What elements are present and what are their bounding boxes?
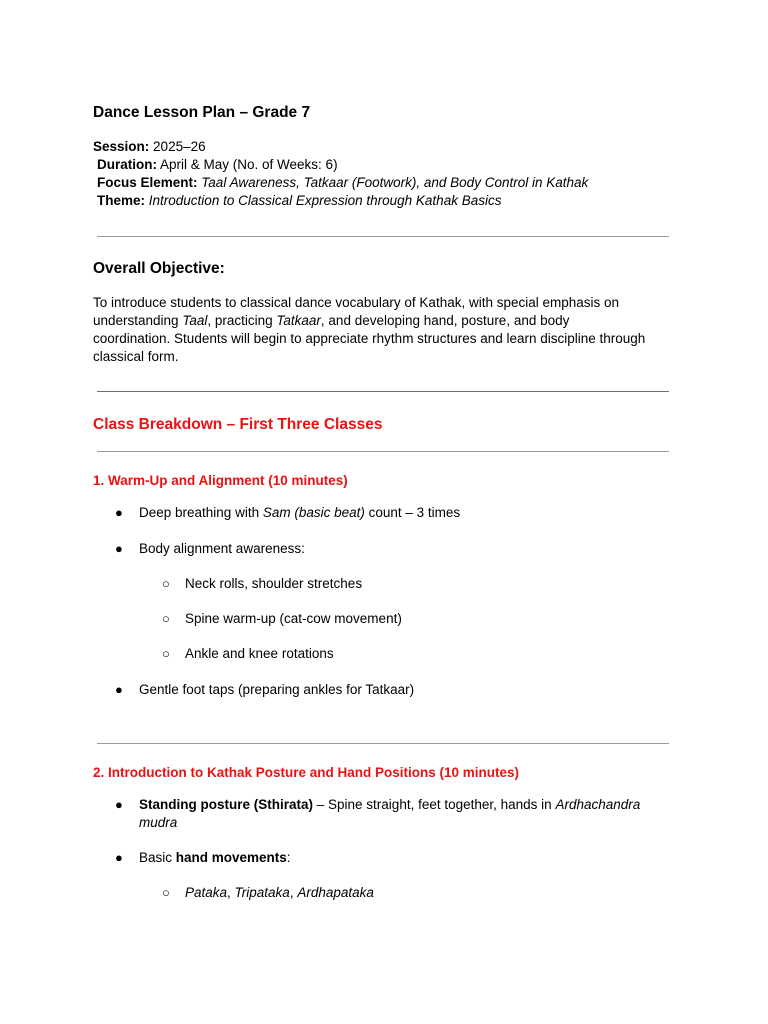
- sub-list-item: [185, 884, 374, 902]
- list-item: [139, 504, 460, 522]
- duration-label: Duration:: [97, 157, 157, 172]
- ardhapataka-term: Ardhapataka: [297, 885, 374, 900]
- list-item: Body alignment awareness:: [139, 541, 305, 556]
- section2-heading: 2. Introduction to Kathak Posture and Hand Positions (10 minutes): [93, 765, 520, 780]
- divider: [97, 451, 669, 452]
- session-line: [93, 138, 206, 156]
- bullet-icon: ●: [115, 541, 123, 556]
- sam-term: Sam (basic beat): [262, 505, 365, 520]
- breakdown-heading: Class Breakdown – First Three Classes: [93, 416, 383, 433]
- focus-line: [97, 174, 588, 192]
- duration-value: April & May (No. of Weeks: 6): [160, 157, 338, 172]
- session-value: 2025–26: [153, 139, 206, 154]
- sub-bullet-icon: ○: [162, 611, 170, 626]
- bullet-icon: ●: [115, 505, 123, 520]
- list-item: [139, 849, 291, 867]
- objective-line-4: classical form.: [93, 349, 179, 364]
- sthirata-term: Standing posture (Sthirata): [139, 797, 314, 812]
- objective-text: , practicing: [207, 313, 277, 328]
- list-item-continuation: [139, 814, 177, 832]
- objective-line-2: [93, 312, 569, 330]
- sub-list-item: Spine warm-up (cat-cow movement): [185, 611, 402, 626]
- divider: [97, 236, 669, 237]
- mudra-term: mudra: [139, 815, 178, 830]
- focus-value: Taal Awareness, Tatkaar (Footwork), and Body Control in Kathak: [201, 175, 589, 190]
- focus-label: Focus Element:: [97, 175, 198, 190]
- item-text: count – 3 times: [364, 505, 461, 520]
- sub-bullet-icon: ○: [162, 885, 170, 900]
- divider: [97, 391, 669, 392]
- theme-line: [97, 192, 501, 210]
- duration-line: [97, 156, 338, 174]
- list-item: Gentle foot taps (preparing ankles for Tatkaar): [139, 682, 415, 697]
- item-text: ,: [227, 885, 235, 900]
- tatkaar-term: Tatkaar: [276, 313, 321, 328]
- item-text: Basic: [139, 850, 176, 865]
- theme-value: Introduction to Classical Expression through Kathak Basics: [148, 193, 502, 208]
- taal-term: Taal: [182, 313, 208, 328]
- objective-text: understanding: [93, 313, 183, 328]
- pataka-term: Pataka: [185, 885, 228, 900]
- section1-heading: 1. Warm-Up and Alignment (10 minutes): [93, 473, 348, 488]
- sub-bullet-icon: ○: [162, 646, 170, 661]
- item-text: :: [286, 850, 291, 865]
- bullet-icon: ●: [115, 682, 123, 697]
- item-text: – Spine straight, feet together, hands in: [313, 797, 556, 812]
- theme-label: Theme:: [97, 193, 146, 208]
- objective-line-1: To introduce students to classical dance vocabulary of Kathak, with special emphasis on: [93, 295, 620, 310]
- tripataka-term: Tripataka: [234, 885, 290, 900]
- sub-list-item: Ankle and knee rotations: [185, 646, 334, 661]
- item-text: ,: [289, 885, 298, 900]
- objective-line-3: coordination. Students will begin to appreciate rhythm structures and learn discipline through: [93, 331, 646, 346]
- hand-movements-term: hand movements: [175, 850, 287, 865]
- sub-list-item: Neck rolls, shoulder stretches: [185, 576, 363, 591]
- objective-heading: Overall Objective:: [93, 260, 225, 277]
- bullet-icon: ●: [115, 850, 123, 865]
- session-label: Session:: [93, 139, 150, 154]
- divider: [97, 743, 669, 744]
- list-item: [139, 796, 640, 814]
- ardhachandra-term: Ardhachandra: [555, 797, 641, 812]
- objective-text: , and developing hand, posture, and body: [320, 313, 570, 328]
- document-title: Dance Lesson Plan – Grade 7: [93, 104, 311, 121]
- item-text: Deep breathing with: [139, 505, 263, 520]
- bullet-icon: ●: [115, 797, 123, 812]
- sub-bullet-icon: ○: [162, 576, 170, 591]
